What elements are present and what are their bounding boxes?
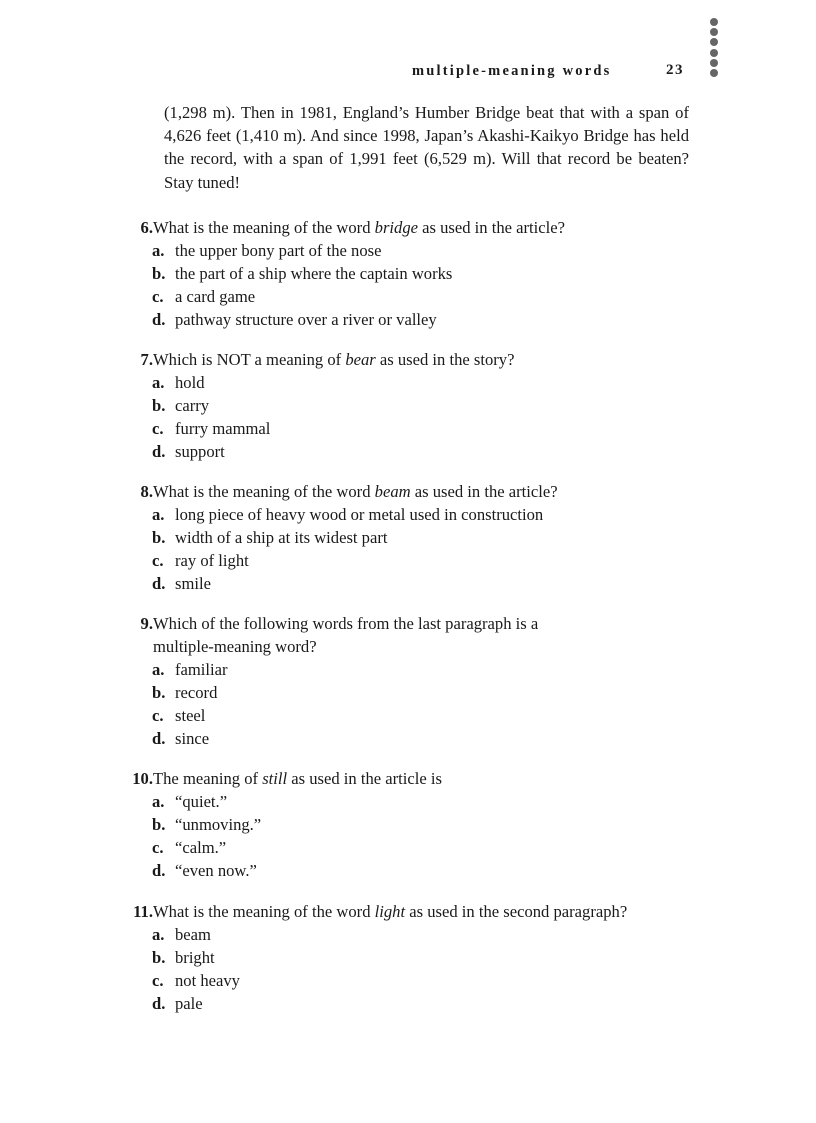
option-text: the part of a ship where the captain works (175, 264, 453, 283)
option-letter: c. (152, 419, 164, 438)
stem-text: as used in the article? (417, 218, 565, 237)
question-number: 6. (140, 218, 153, 237)
answer-option[interactable] (0, 946, 816, 969)
question-stem (0, 348, 816, 371)
option-letter: b. (152, 948, 166, 967)
dot-icon (710, 38, 718, 46)
answer-option[interactable] (0, 923, 816, 946)
option-text: since (175, 729, 210, 748)
option-text: not heavy (175, 971, 240, 990)
answer-option[interactable] (0, 704, 816, 727)
option-text: long piece of heavy wood or metal used in construction (175, 505, 544, 524)
option-letter: c. (152, 971, 164, 990)
answer-option[interactable] (0, 371, 816, 394)
dot-icon (710, 18, 718, 26)
dot-icon (710, 49, 718, 57)
answer-option[interactable] (0, 262, 816, 285)
option-letter: a. (152, 660, 165, 679)
option-letter: a. (152, 792, 165, 811)
stem-text: as used in the story? (375, 350, 515, 369)
option-letter: c. (152, 838, 164, 857)
option-letter: a. (152, 925, 165, 944)
answer-option[interactable] (0, 239, 816, 262)
stem-text: Which of the following words from the last paragraph is a (153, 614, 539, 633)
question-stem (0, 612, 816, 635)
intro-paragraph: (1,298 m). Then in 1981, England’s Humber Bridge beat that with a span of 4,626 feet (1,410 m). And since 1998, Japan’s Akashi-Kaikyo Bridge has held the record, with a span of 1,991 feet (6,529 m). Will that record be beaten? Stay tuned! (164, 103, 689, 192)
answer-option[interactable] (0, 727, 816, 750)
question-stem-continuation: multiple-meaning word? (153, 637, 317, 656)
answer-option[interactable] (0, 308, 816, 331)
page-number: 23 (666, 62, 684, 78)
option-text: “quiet.” (175, 792, 228, 811)
option-text: familiar (175, 660, 228, 679)
option-letter: b. (152, 396, 166, 415)
option-text: hold (175, 373, 205, 392)
answer-option[interactable] (0, 681, 816, 704)
option-text: bright (175, 948, 215, 967)
option-text: a card game (175, 287, 256, 306)
answer-option[interactable] (0, 836, 816, 859)
question-stem (0, 216, 816, 239)
answer-option[interactable] (0, 394, 816, 417)
option-letter: d. (152, 442, 166, 461)
option-text: the upper bony part of the nose (175, 241, 382, 260)
question-8 (0, 480, 816, 595)
option-text: beam (175, 925, 211, 944)
stem-text: What is the meaning of the word (153, 218, 375, 237)
question-number: 11. (133, 902, 153, 921)
option-letter: a. (152, 241, 165, 260)
option-text: pathway structure over a river or valley (175, 310, 437, 329)
answer-option[interactable] (0, 813, 816, 836)
answer-option[interactable] (0, 526, 816, 549)
stem-text: The meaning of (153, 769, 263, 788)
option-text: carry (175, 396, 210, 415)
option-letter: d. (152, 994, 166, 1013)
option-text: “even now.” (175, 861, 257, 880)
option-letter: a. (152, 505, 165, 524)
question-6 (0, 216, 816, 331)
option-letter: c. (152, 287, 164, 306)
answer-option[interactable] (0, 969, 816, 992)
option-letter: b. (152, 815, 166, 834)
stem-term: light (374, 902, 406, 921)
stem-term: bear (345, 350, 376, 369)
answer-option[interactable] (0, 790, 816, 813)
question-11 (0, 900, 816, 1015)
option-text: pale (175, 994, 203, 1013)
question-stem (0, 480, 816, 503)
answer-option[interactable] (0, 992, 816, 1015)
stem-text: Which is NOT a meaning of (153, 350, 346, 369)
dot-icon (710, 69, 718, 77)
option-letter: b. (152, 528, 166, 547)
stem-text: as used in the second paragraph? (405, 902, 628, 921)
question-number: 10. (132, 769, 153, 788)
answer-option[interactable] (0, 549, 816, 572)
question-number: 7. (140, 350, 153, 369)
option-text: record (175, 683, 218, 702)
option-letter: d. (152, 729, 166, 748)
option-letter: d. (152, 574, 166, 593)
question-7 (0, 348, 816, 463)
stem-text: What is the meaning of the word (153, 482, 375, 501)
stem-term: still (262, 769, 288, 788)
stem-text: What is the meaning of the word (153, 902, 375, 921)
question-number: 8. (140, 482, 153, 501)
option-text: furry mammal (175, 419, 271, 438)
question-stem (0, 900, 816, 923)
question-10 (0, 767, 816, 882)
answer-option[interactable] (0, 440, 816, 463)
answer-option[interactable] (0, 503, 816, 526)
option-letter: b. (152, 683, 166, 702)
option-text: “unmoving.” (175, 815, 262, 834)
option-letter: d. (152, 861, 166, 880)
answer-option[interactable] (0, 417, 816, 440)
dot-icon (710, 28, 718, 36)
answer-option[interactable] (0, 658, 816, 681)
option-text: smile (175, 574, 211, 593)
option-text: support (175, 442, 225, 461)
option-text: steel (175, 706, 206, 725)
answer-option[interactable] (0, 572, 816, 595)
option-letter: c. (152, 706, 164, 725)
dot-icon (710, 59, 718, 67)
stem-text: as used in the article is (287, 769, 442, 788)
question-stem (0, 767, 816, 790)
stem-term: beam (374, 482, 411, 501)
decorative-dots (709, 18, 719, 79)
answer-option[interactable] (0, 285, 816, 308)
option-letter: a. (152, 373, 165, 392)
question-9 (0, 612, 816, 750)
stem-text: as used in the article? (410, 482, 558, 501)
running-head: multiple-meaning words (412, 63, 612, 79)
option-letter: d. (152, 310, 166, 329)
stem-term: bridge (374, 218, 418, 237)
answer-option[interactable] (0, 859, 816, 882)
option-text: width of a ship at its widest part (175, 528, 388, 547)
option-text: “calm.” (175, 838, 227, 857)
option-letter: b. (152, 264, 166, 283)
option-letter: c. (152, 551, 164, 570)
question-number: 9. (140, 614, 153, 633)
option-text: ray of light (175, 551, 249, 570)
